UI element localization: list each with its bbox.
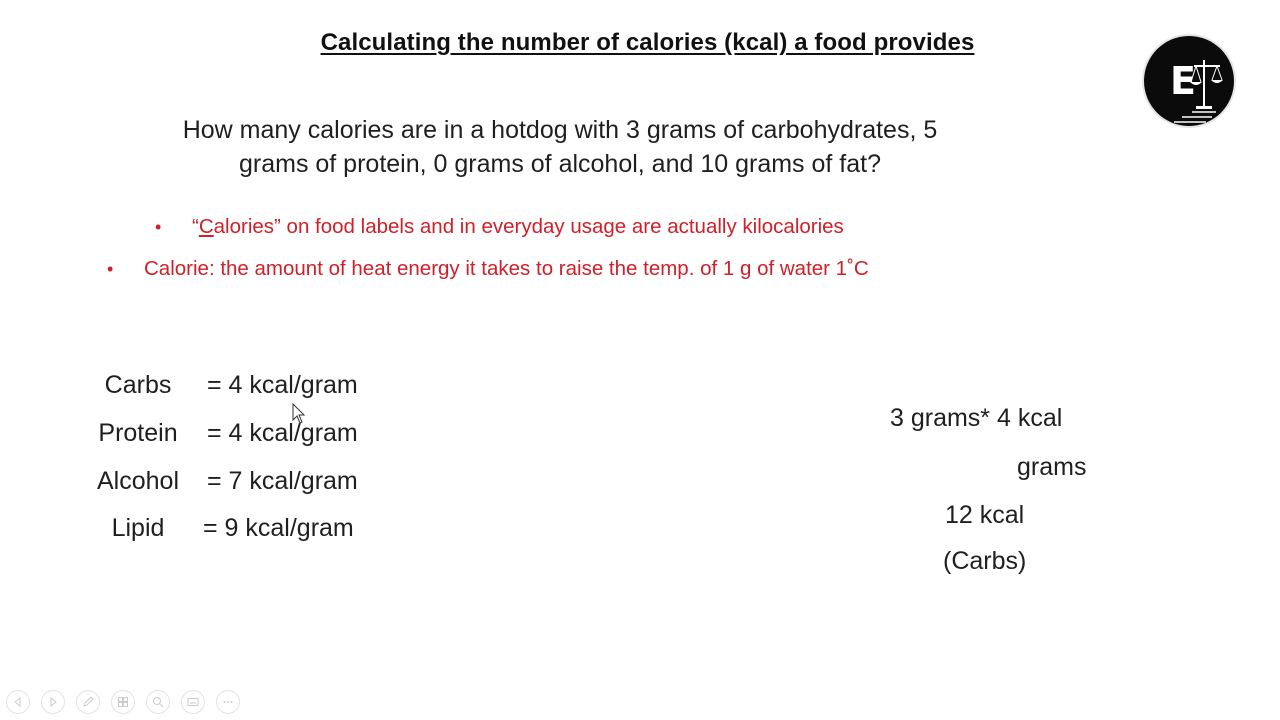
- bullet-dot: •: [107, 259, 114, 279]
- subtitles-icon[interactable]: [181, 690, 205, 714]
- nutrient-value-protein: = 4 kcal/gram: [207, 419, 358, 447]
- previous-slide-icon[interactable]: [6, 690, 30, 714]
- slideshow-toolbar: [6, 690, 240, 714]
- see-all-slides-icon[interactable]: [111, 690, 135, 714]
- zoom-icon[interactable]: [146, 690, 170, 714]
- nutrient-value-carbs: = 4 kcal/gram: [207, 371, 358, 399]
- bullet-text: Calorie: the amount of heat energy it takes to raise the temp. of 1 g of water 1˚C: [144, 257, 869, 280]
- mouse-cursor-icon: [292, 403, 306, 425]
- bullet-open-quote: “: [192, 215, 199, 238]
- question-line-2: grams of protein, 0 grams of alcohol, and 10 grams of fat?: [238, 150, 881, 178]
- calc-result: 12 kcal: [945, 501, 1025, 529]
- channel-logo: [1144, 36, 1234, 126]
- question-line-1: How many calories are in a hotdog with 3 grams of carbohydrates, 5: [182, 116, 938, 144]
- question-text: [100, 113, 1020, 181]
- nutrient-label-alcohol: Alcohol: [97, 467, 179, 495]
- nutrient-value-alcohol: = 7 kcal/gram: [207, 467, 358, 495]
- nutrient-label-lipid: Lipid: [111, 514, 165, 542]
- slide-title: Calculating the number of calories (kcal) a food provides: [320, 29, 975, 56]
- calc-line-2: grams: [1017, 453, 1087, 481]
- bullet-underlined-letter: C: [198, 215, 214, 238]
- calc-label: (Carbs): [943, 547, 1027, 575]
- nutrient-label-carbs: Carbs: [104, 371, 172, 399]
- nutrient-value-lipid: = 9 kcal/gram: [203, 514, 354, 542]
- bullet-calorie-definition: [107, 256, 869, 282]
- bullet-kilocalories: [155, 214, 844, 240]
- nutrient-label-protein: Protein: [98, 419, 178, 447]
- pen-icon[interactable]: [76, 690, 100, 714]
- more-options-icon[interactable]: [216, 690, 240, 714]
- bullet-text: alories” on food labels and in everyday usage are actually kilocalories: [213, 215, 844, 238]
- logo-letter: E: [1170, 59, 1196, 103]
- next-slide-icon[interactable]: [41, 690, 65, 714]
- bullet-dot: •: [155, 217, 162, 237]
- calc-line-1: 3 grams* 4 kcal: [890, 404, 1063, 432]
